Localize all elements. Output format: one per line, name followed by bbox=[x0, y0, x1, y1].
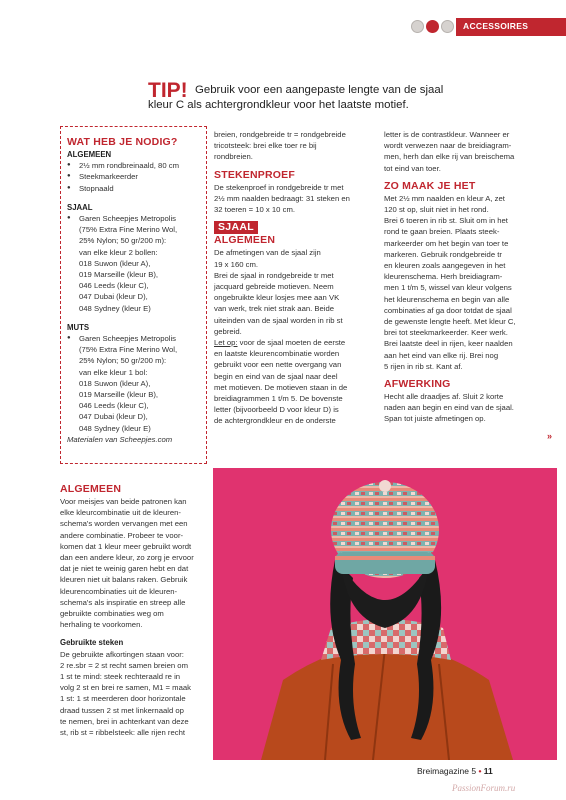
text-line: markeerder om het begin van toer te bbox=[384, 238, 509, 248]
text-line: tricotsteek: brei elke toer re bij bbox=[214, 141, 317, 151]
text-line: tot eind van toer. bbox=[384, 163, 441, 173]
text-line: en laatste kleurencombinatie worden bbox=[214, 349, 340, 359]
materials-item: ● Steekmarkeerder bbox=[67, 171, 205, 182]
materials-line: 25% Nylon; 50 gr/200 m): bbox=[79, 356, 167, 366]
text-line: andere combinatie. Probeer te voor- bbox=[60, 530, 184, 540]
text-line: Met 2½ mm naalden en kleur A, zet bbox=[384, 193, 505, 203]
materials-line: van elke kleur 1 bol: bbox=[79, 367, 148, 377]
materials-item: ● 2½ mm rondbreinaald, 80 cm bbox=[67, 160, 205, 171]
sjaal-label: SJAAL bbox=[214, 221, 258, 234]
text-line: kleurenschema. Herh breidiagram- bbox=[384, 272, 503, 282]
gebruikte-steken-heading: Gebruikte steken bbox=[60, 638, 124, 648]
text-line: breien, rondgebreide tr = rondgebreide bbox=[214, 130, 346, 139]
watermark: PassionForum.ru bbox=[452, 783, 516, 793]
materials-algemeen-list bbox=[67, 160, 205, 194]
text-line: wordt verwezen naar de breidiagram- bbox=[384, 141, 512, 151]
materials-line: ● Garen Scheepjes Metropolis bbox=[67, 213, 205, 224]
magazine-name: Breimagazine 5 bbox=[417, 766, 477, 776]
letop-label: Let op: bbox=[214, 338, 238, 348]
text-line: jacquard gebreide motieven. Neem bbox=[214, 282, 334, 292]
text-line: st, rib st = ribbelsteek: alle rijen recht bbox=[60, 728, 185, 738]
indicator-dot-active bbox=[426, 20, 439, 33]
page-footer bbox=[417, 766, 493, 776]
materials-line: ● Garen Scheepjes Metropolis bbox=[67, 333, 205, 344]
photo-woman-hat-scarf bbox=[213, 468, 557, 760]
text-line: Voor meisjes van beide patronen kan bbox=[60, 497, 187, 506]
hat-brim bbox=[335, 552, 435, 574]
materials-title: WAT HEB JE NODIG? bbox=[67, 136, 178, 148]
afwerking-heading: AFWERKING bbox=[384, 378, 451, 391]
text-line: markeren. Gebruik rondgebreide tr bbox=[384, 249, 502, 259]
text-line: De afmetingen van de sjaal zijn bbox=[214, 248, 321, 258]
text-line: combinaties af ga door totdat de sjaal bbox=[384, 305, 512, 315]
text-line: 120 st op, sluit niet in het rond. bbox=[384, 205, 489, 215]
algemeen-heading: ALGEMEEN bbox=[60, 483, 122, 495]
materials-sjaal-list bbox=[67, 213, 205, 314]
text-line: men 1 t/m 5, wissel van kleur volgens bbox=[384, 283, 512, 293]
materials-line: 048 Sydney (kleur E) bbox=[79, 303, 151, 313]
text-line: te nemen, brei in achterkant van deze bbox=[60, 716, 189, 726]
text-line: schema's als inspiratie en streep alle bbox=[60, 597, 186, 607]
column-3 bbox=[384, 129, 554, 425]
text-line: naden aan begin en eind van de sjaal. bbox=[384, 403, 514, 413]
tip-text-line-1: Gebruik voor een aangepaste lengte van de sjaal bbox=[195, 84, 444, 96]
materials-line: 047 Dubai (kleur D), bbox=[79, 292, 148, 302]
text-line: aan het eind van elke rij. Brei nog bbox=[384, 350, 499, 360]
text-line: met motieven. De motieven staan in de bbox=[214, 382, 348, 392]
materials-line: (75% Extra Fine Merino Wol, bbox=[79, 225, 178, 235]
text-line: gebruikte combinaties weg om bbox=[60, 609, 164, 619]
text-line: komen dat 1 kleur meer gebruikt wordt bbox=[60, 541, 192, 551]
text-line: brei tot steekmarkeerder. Keer werk. bbox=[384, 328, 508, 338]
text-line: het kleurenschema en begin van alle bbox=[384, 294, 510, 304]
text-line: schema's worden vervangen met een bbox=[60, 519, 188, 529]
text-line: en kleuren zoals aangegeven in het bbox=[384, 261, 506, 271]
text-line: 1 st te mind: steek rechteraald re in bbox=[60, 672, 181, 682]
stekenproef-text bbox=[214, 182, 384, 216]
tip-heading: TIP! bbox=[148, 79, 188, 102]
gebruikte-steken-text bbox=[60, 649, 210, 739]
materials-line: 046 Leeds (kleur C), bbox=[79, 281, 149, 291]
footer-bullet: • bbox=[478, 766, 482, 776]
indicator-dot bbox=[411, 20, 424, 33]
text-line: herhaling te voorkomen. bbox=[60, 620, 143, 630]
column-1-lower bbox=[60, 483, 210, 738]
zomaak-text bbox=[384, 193, 554, 372]
text-line: men, herh dan elke rij van breischema bbox=[384, 152, 515, 162]
materials-line: (75% Extra Fine Merino Wol, bbox=[79, 345, 178, 355]
continue-marker: » bbox=[547, 431, 553, 441]
text-line: Brei 6 toeren in rib st. Sluit om in het bbox=[384, 216, 508, 226]
text-line: 19 x 160 cm. bbox=[214, 259, 259, 269]
algemeen-text bbox=[60, 496, 210, 630]
text-line: 2½ mm naalden bedraagt: 31 steken en bbox=[214, 193, 350, 203]
tip-text-line-2: kleur C als achtergrondkleur voor het laatste motief. bbox=[148, 99, 409, 111]
materials-box bbox=[60, 126, 207, 464]
letop-text bbox=[214, 348, 384, 426]
column-2 bbox=[214, 129, 384, 427]
materials-sjaal-heading: SJAAL bbox=[67, 202, 93, 212]
materials-credit: Materialen van Scheepjes.com bbox=[67, 434, 173, 444]
text-line: Brei laatste deel in rijen, keer naalden bbox=[384, 339, 513, 349]
materials-line: 25% Nylon; 50 gr/200 m): bbox=[79, 236, 167, 246]
indicator-dot bbox=[441, 20, 454, 33]
materials-line: 048 Sydney (kleur E) bbox=[79, 423, 151, 433]
text-line: dan een andere kleur, zo zorg je ervoor bbox=[60, 553, 194, 563]
text-line: elke kleurcombinatie uit de kleuren- bbox=[60, 508, 181, 518]
text-line: De stekenproef in rondgebreide tr met bbox=[214, 182, 344, 192]
materials-line: van elke kleur 2 bollen: bbox=[79, 247, 158, 257]
materials-line: 018 Suwon (kleur A), bbox=[79, 378, 151, 388]
materials-line: 019 Marseille (kleur B), bbox=[79, 390, 159, 400]
text-line: letter is de contrastkleur. Wanneer er bbox=[384, 130, 510, 139]
letop-first-text: voor de sjaal moeten de eerste bbox=[237, 338, 346, 348]
materials-line: 018 Suwon (kleur A), bbox=[79, 258, 151, 268]
text-line: de gewenste lengte heeft. Met kleur C, bbox=[384, 317, 516, 327]
text-line: volg 2 st en brei re samen, M1 = maak bbox=[60, 683, 191, 693]
text-line: kleurencombinaties uit de kleuren- bbox=[60, 586, 178, 596]
text-line: draad tussen 2 st met linkernaald op bbox=[60, 705, 184, 715]
text-line: uiteinden van de sjaal worden in rib st bbox=[214, 315, 343, 325]
page-number: 11 bbox=[483, 766, 493, 776]
stekenproef-heading: STEKENPROEF bbox=[214, 168, 295, 181]
zomaak-heading: ZO MAAK JE HET bbox=[384, 179, 476, 192]
section-title: ACCESSOIRES bbox=[463, 21, 529, 31]
text-line: letter (bijvoorbeeld D voor kleur D) is bbox=[214, 405, 339, 415]
materials-content bbox=[67, 136, 205, 445]
text-line: Span tot juiste afmetingen op. bbox=[384, 414, 486, 424]
column-3-intro bbox=[384, 129, 554, 174]
section-indicator bbox=[411, 20, 454, 33]
materials-item: ● Stopnaald bbox=[67, 183, 205, 194]
text-line: ongebruikte kleur losjes mee aan VK bbox=[214, 293, 340, 303]
materials-line: 046 Leeds (kleur C), bbox=[79, 401, 149, 411]
text-line: 2 re.sbr = 2 st recht samen breien om bbox=[60, 660, 188, 670]
text-line: dat je niet te weinig garen hebt en dat bbox=[60, 564, 189, 574]
text-line: Brei de sjaal in rondgebreide tr met bbox=[214, 270, 334, 280]
text-line: de achtergrondkleur en de onderste bbox=[214, 416, 336, 426]
materials-muts-heading: MUTS bbox=[67, 322, 90, 332]
text-line: gebreid. bbox=[214, 326, 242, 336]
materials-muts-list bbox=[67, 333, 205, 434]
sjaal-algemeen-text bbox=[214, 247, 384, 337]
text-line: breidiagrammen 1 t/m 5. De bovenste bbox=[214, 394, 343, 404]
text-line: rondbreien. bbox=[214, 152, 253, 162]
text-line: kleuren niet uit balans raken. Gebruik bbox=[60, 575, 188, 585]
materials-line: 019 Marseille (kleur B), bbox=[79, 270, 159, 280]
text-line: 5 rijen in rib st. Kant af. bbox=[384, 361, 463, 371]
text-line: gebruikt voor een nette overgang van bbox=[214, 360, 342, 370]
letop-first-line bbox=[214, 337, 384, 348]
text-line: De gebruikte afkortingen staan voor: bbox=[60, 649, 184, 659]
text-line: 1 st: 1 st meerderen door horizontale bbox=[60, 694, 186, 704]
materials-algemeen-heading: ALGEMEEN bbox=[67, 150, 112, 159]
text-line: rond te gaan breien. Plaats steek- bbox=[384, 227, 500, 237]
sjaal-algemeen-heading: ALGEMEEN bbox=[214, 234, 276, 247]
text-line: 32 toeren = 10 x 10 cm. bbox=[214, 205, 295, 215]
text-line: van werk, trek niet strak aan. Beide bbox=[214, 304, 335, 314]
text-line: Hecht alle draadjes af. Sluit 2 korte bbox=[384, 392, 504, 402]
text-line: begin en eind van de sjaal naar deel bbox=[214, 371, 338, 381]
materials-line: 047 Dubai (kleur D), bbox=[79, 412, 148, 422]
afwerking-text bbox=[384, 391, 554, 425]
column-2-intro bbox=[214, 129, 384, 163]
